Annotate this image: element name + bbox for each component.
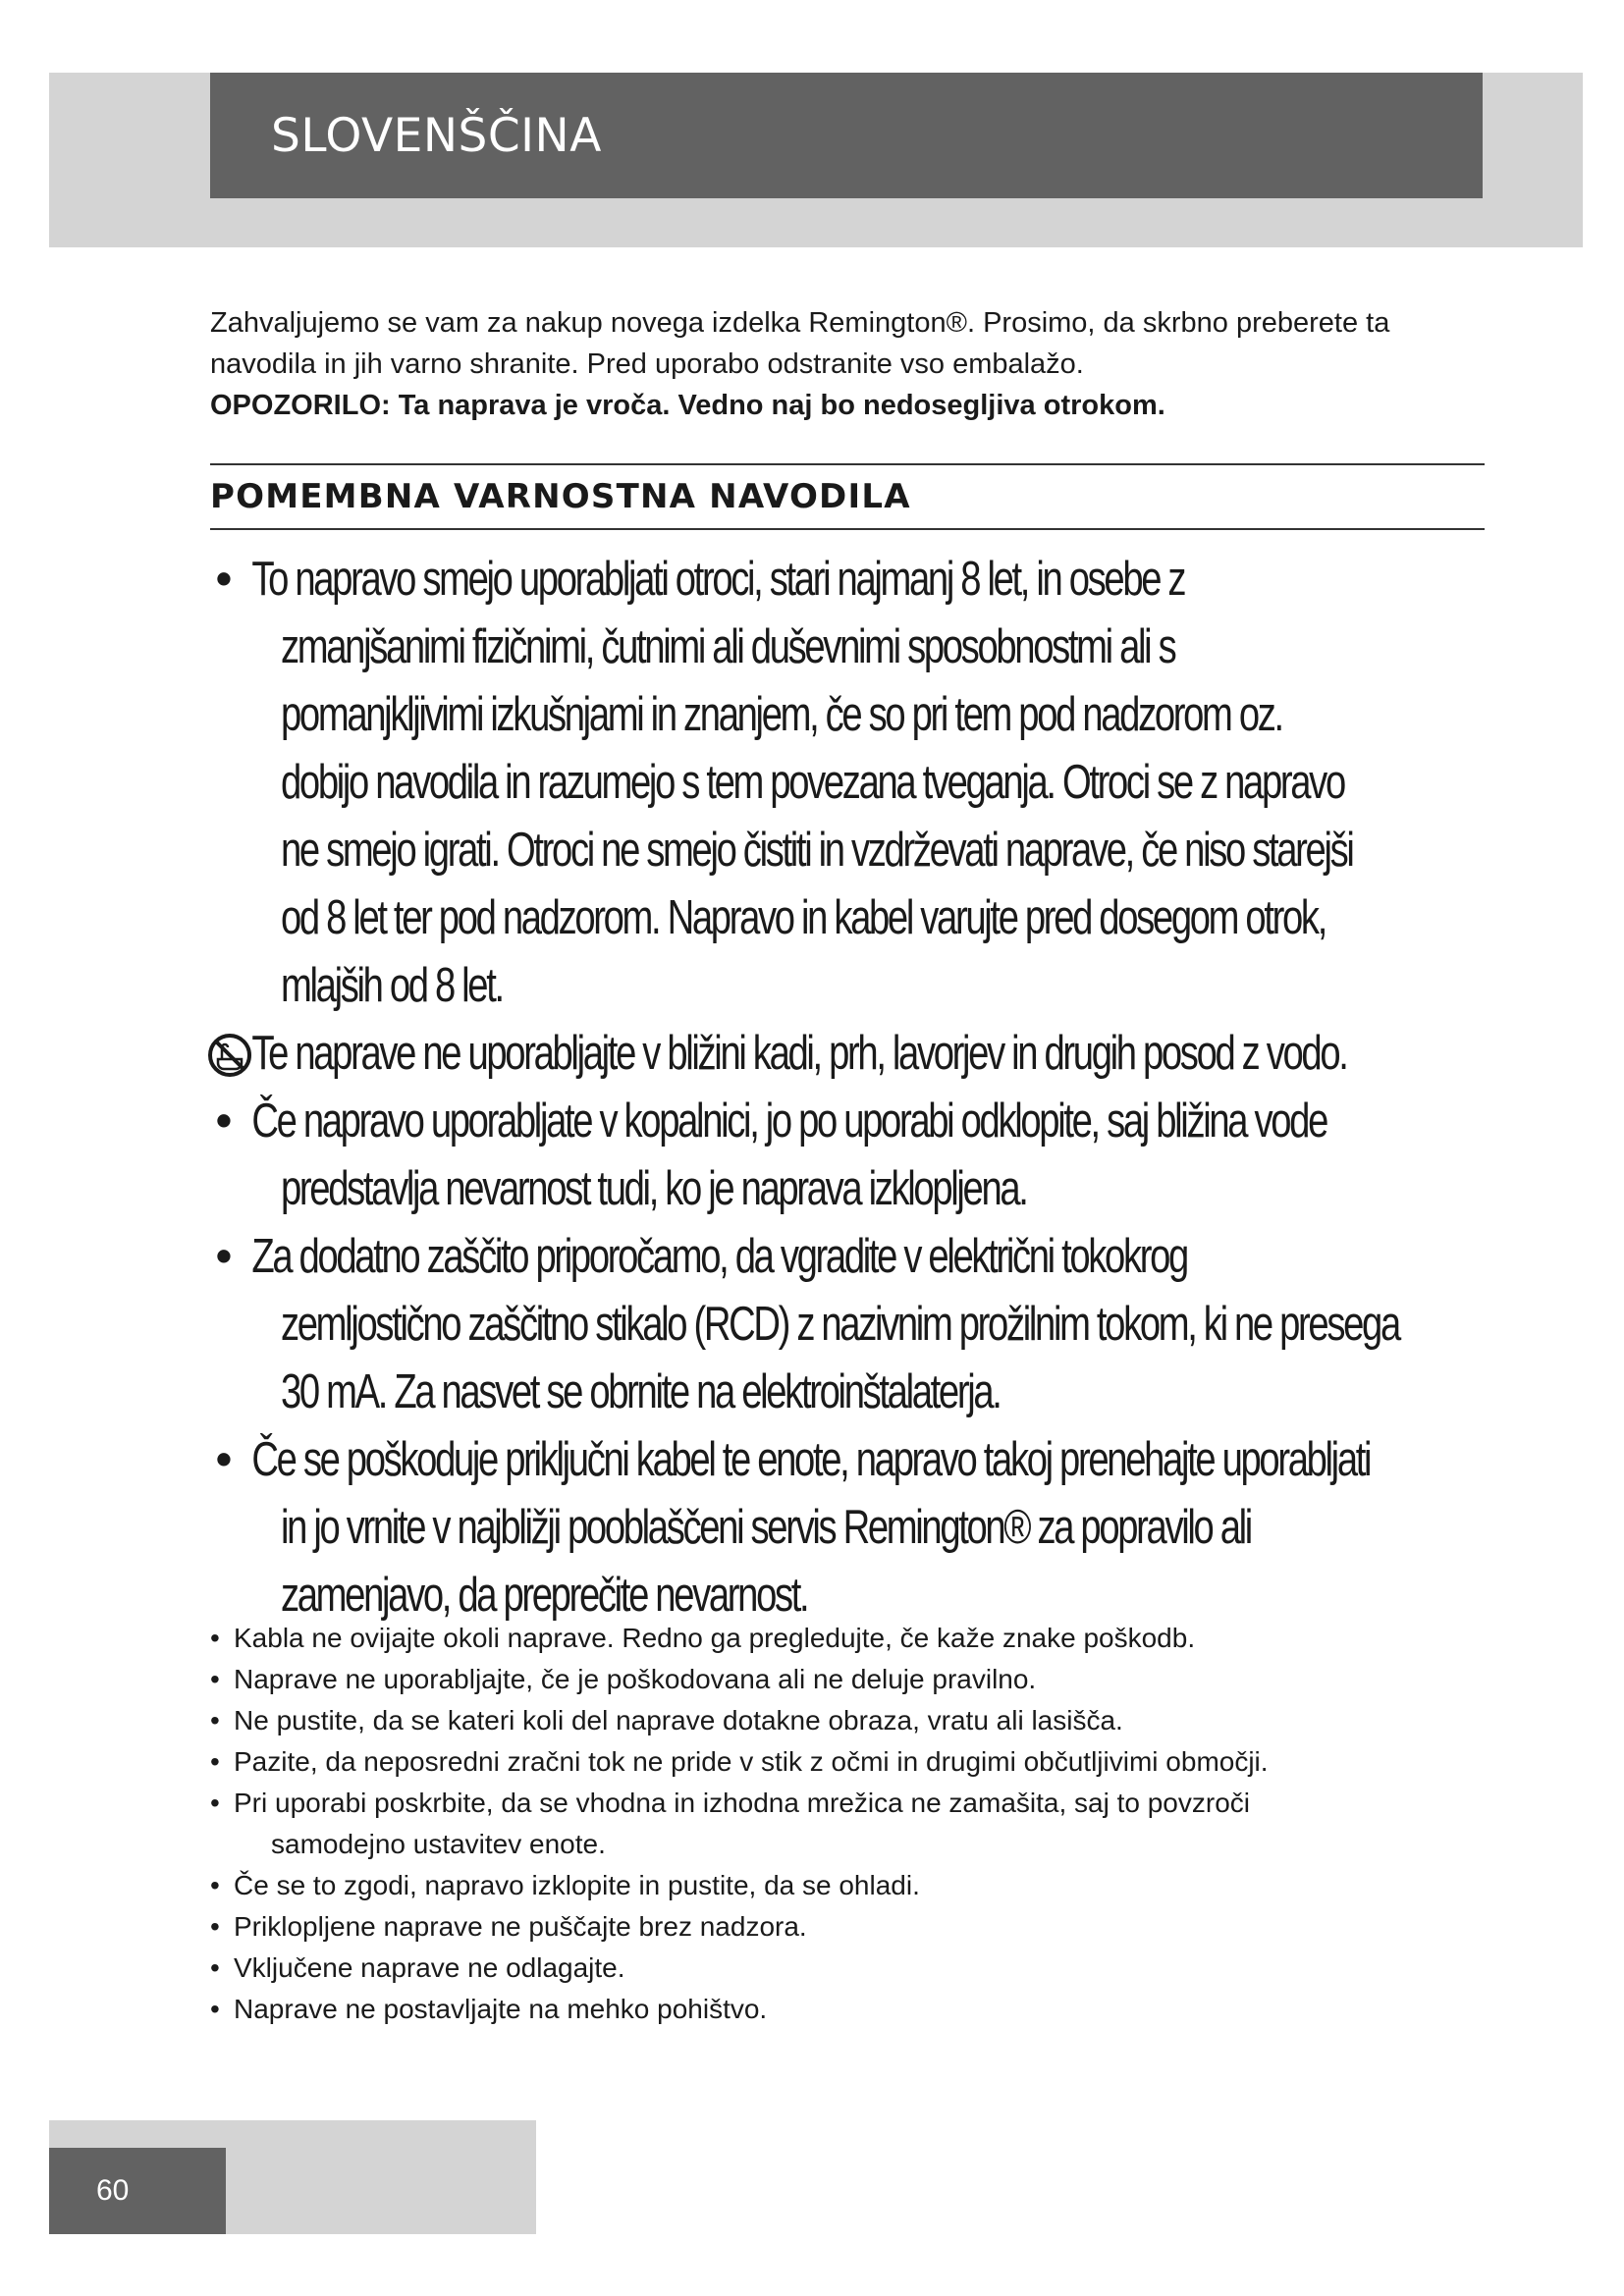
- bullet-icon: •: [210, 1705, 220, 1735]
- big-list-text: [251, 1223, 1514, 1426]
- text-line: Ne pustite, da se kateri koli del naprave dotakne obraza, vratu ali lasišča.: [234, 1705, 1123, 1735]
- bullet-icon: •: [215, 1095, 233, 1148]
- section-header: [210, 463, 1485, 530]
- bullet-icon: •: [210, 1994, 220, 2024]
- bullet-icon: •: [215, 1230, 233, 1283]
- text-line: samodejno ustavitev enote.: [271, 1829, 606, 1859]
- small-list-item: [210, 1659, 1487, 1700]
- text-line: Če se to zgodi, napravo izklopite in pustite, da se ohladi.: [234, 1870, 920, 1900]
- text-line: od 8 let ter pod nadzorom. Napravo in kabel varujte pred dosegom otrok,: [281, 891, 1326, 944]
- big-list-item: [210, 546, 1516, 1020]
- text-line: zamenjavo, da preprečite nevarnost.: [281, 1569, 808, 1622]
- big-list-text: [251, 1020, 1514, 1088]
- small-list-item: [210, 1618, 1487, 1659]
- bullet-icon: •: [215, 553, 233, 606]
- small-list-item: [210, 1741, 1487, 1783]
- bullet-icon: •: [210, 1664, 220, 1694]
- bullet-icon: •: [215, 1433, 233, 1486]
- big-list-text: [251, 546, 1514, 1020]
- big-list-item: [210, 1426, 1516, 1629]
- small-list-item: [210, 1906, 1487, 1948]
- text-line: zmanjšanimi fizičnimi, čutnimi ali duševnimi sposobnostmi ali s: [281, 620, 1175, 673]
- bullet-icon: •: [210, 1870, 220, 1900]
- bullet-icon: •: [210, 1746, 220, 1777]
- warning-text: OPOZORILO: Ta naprava je vroča. Vedno naj bo nedosegljiva otrokom.: [210, 390, 1165, 421]
- safety-list-small: [210, 1618, 1487, 2030]
- text-line: pomanjkljivimi izkušnjami in znanjem, če so pri tem pod nadzorom oz.: [281, 688, 1282, 741]
- big-list-item: [210, 1223, 1516, 1426]
- text-line: zemljostično zaščitno stikalo (RCD) z nazivnim prožilnim tokom, ki ne presega: [281, 1298, 1399, 1351]
- text-line: Naprave ne postavljajte na mehko pohištvo.: [234, 1994, 768, 2024]
- text-line: Naprave ne uporabljajte, če je poškodovana ali ne deluje pravilno.: [234, 1664, 1037, 1694]
- text-line: dobijo navodila in razumejo s tem povezana tveganja. Otroci se z napravo: [281, 756, 1344, 809]
- text-line: Pazite, da neposredni zračni tok ne pride v stik z očmi in drugimi občutljivimi območji.: [234, 1746, 1269, 1777]
- text-line: Kabla ne ovijajte okoli naprave. Redno ga pregledujte, če kaže znake poškodb.: [234, 1623, 1196, 1653]
- small-list-item: [210, 1783, 1487, 1865]
- text-line: To napravo smejo uporabljati otroci, stari najmanj 8 let, in osebe z: [251, 553, 1185, 606]
- bullet-icon: •: [210, 1911, 220, 1942]
- text-line: Pri uporabi poskrbite, da se vhodna in izhodna mrežica ne zamašita, saj to povzroči: [234, 1788, 1250, 1818]
- header-title-box: [210, 73, 1483, 198]
- text-line: Vključene naprave ne odlagajte.: [234, 1952, 625, 1983]
- page-title: SLOVENŠČINA: [271, 108, 602, 163]
- footer-box: [49, 2148, 226, 2234]
- text-line: mlajših od 8 let.: [281, 959, 503, 1012]
- text-line: ne smejo igrati. Otroci ne smejo čistiti in vzdrževati naprave, če niso starejši: [281, 824, 1353, 877]
- big-list-text: [251, 1088, 1514, 1223]
- big-list-item: [210, 1088, 1516, 1223]
- small-list-item: [210, 1700, 1487, 1741]
- safety-list-large: [210, 546, 1516, 1629]
- text-line: Če se poškoduje priključni kabel te enote, napravo takoj prenehajte uporabljati: [251, 1433, 1371, 1486]
- big-list-text: [251, 1426, 1514, 1629]
- text-line: Priklopljene naprave ne puščajte brez nadzora.: [234, 1911, 807, 1942]
- intro-line: Zahvaljujemo se vam za nakup novega izdelka Remington®. Prosimo, da skrbno preberete ta: [210, 307, 1390, 339]
- big-list-item: [210, 1020, 1516, 1088]
- text-line: 30 mA. Za nasvet se obrnite na elektroinštalaterja.: [281, 1365, 1001, 1418]
- bullet-icon: •: [210, 1623, 220, 1653]
- small-list-item: [210, 1948, 1487, 1989]
- intro-line: navodila in jih varno shranite. Pred uporabo odstranite vso embalažo.: [210, 348, 1084, 380]
- text-line: predstavlja nevarnost tudi, ko je naprava izklopljena.: [281, 1162, 1027, 1215]
- text-line: Če napravo uporabljate v kopalnici, jo po uporabi odklopite, saj bližina vode: [251, 1095, 1326, 1148]
- bullet-icon: •: [210, 1788, 220, 1818]
- section-title: POMEMBNA VARNOSTNA NAVODILA: [210, 477, 911, 516]
- text-line: Za dodatno zaščito priporočamo, da vgradite v električni tokokrog: [251, 1230, 1187, 1283]
- intro-paragraph: [210, 302, 1487, 426]
- text-line: Te naprave ne uporabljajte v bližini kadi, prh, lavorjev in drugih posod z vodo.: [251, 1027, 1347, 1080]
- page-number: 60: [96, 2174, 130, 2207]
- text-line: in jo vrnite v najbližji pooblaščeni servis Remington® za popravilo ali: [281, 1501, 1251, 1554]
- bullet-icon: •: [210, 1952, 220, 1983]
- small-list-item: [210, 1989, 1487, 2030]
- small-list-item: [210, 1865, 1487, 1906]
